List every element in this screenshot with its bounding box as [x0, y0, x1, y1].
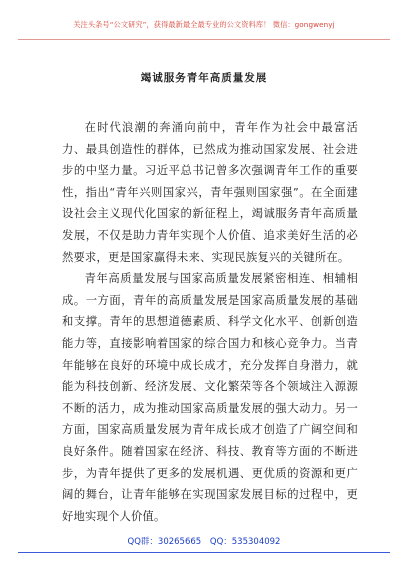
paragraph-1: 在时代浪潮的奔涌向前中，青年作为社会中最富活力、最具创造性的群体，已然成为推动国家发展、社会进步的中坚力量。习近平总书记曾多次强调青年工作的重要性，指出“青年兴则国家兴，青年强则国家强”。在全面建设社会主义现代化国家的新征程上，竭诚服务青年高质量发展，不仅是助力青年实现个人价值、追求美好生活的必然要求，更是国家赢得未来、实现民族复兴的关键所在。: [62, 121, 358, 264]
promo-header: 关注头条号“公文研究”，获得最新最全最专业的公文资料库！ 微信：gongwenyj: [73, 20, 335, 29]
header-divider: [18, 39, 390, 40]
document-title: 竭诚服务青年高质量发展: [140, 72, 268, 84]
paragraph-2: 青年高质量发展与国家高质量发展紧密相连、相辅相成。一方面，青年的高质量发展是国家高质量发展的基础和支撑。青年的思想道德素质、科学文化水平、创新创造能力等，直接影响着国家的综合国力和核心竞争力。当青年能够在良好的环境中成长成才，充分发挥自身潜力，就能为科技创新、经济发展、文化繁荣等各个领域注入源源不断的活力，成为推动国家高质量发展的强大动力。另一方面，国家高质量发展为青年成长成才创造了广阔空间和良好条件。随着国家在经济、科技、教育等方面的不断进步，为青年提供了更多的发展机遇、更优质的资源和更广阔的舞台，让青年能够在实现国家发展目标的过程中，更好地实现个人价值。: [62, 272, 358, 523]
document-body: [62, 117, 358, 527]
footer-divider: [18, 552, 390, 553]
contact-footer: QQ群：30265665 QQ：535304092: [127, 537, 281, 547]
